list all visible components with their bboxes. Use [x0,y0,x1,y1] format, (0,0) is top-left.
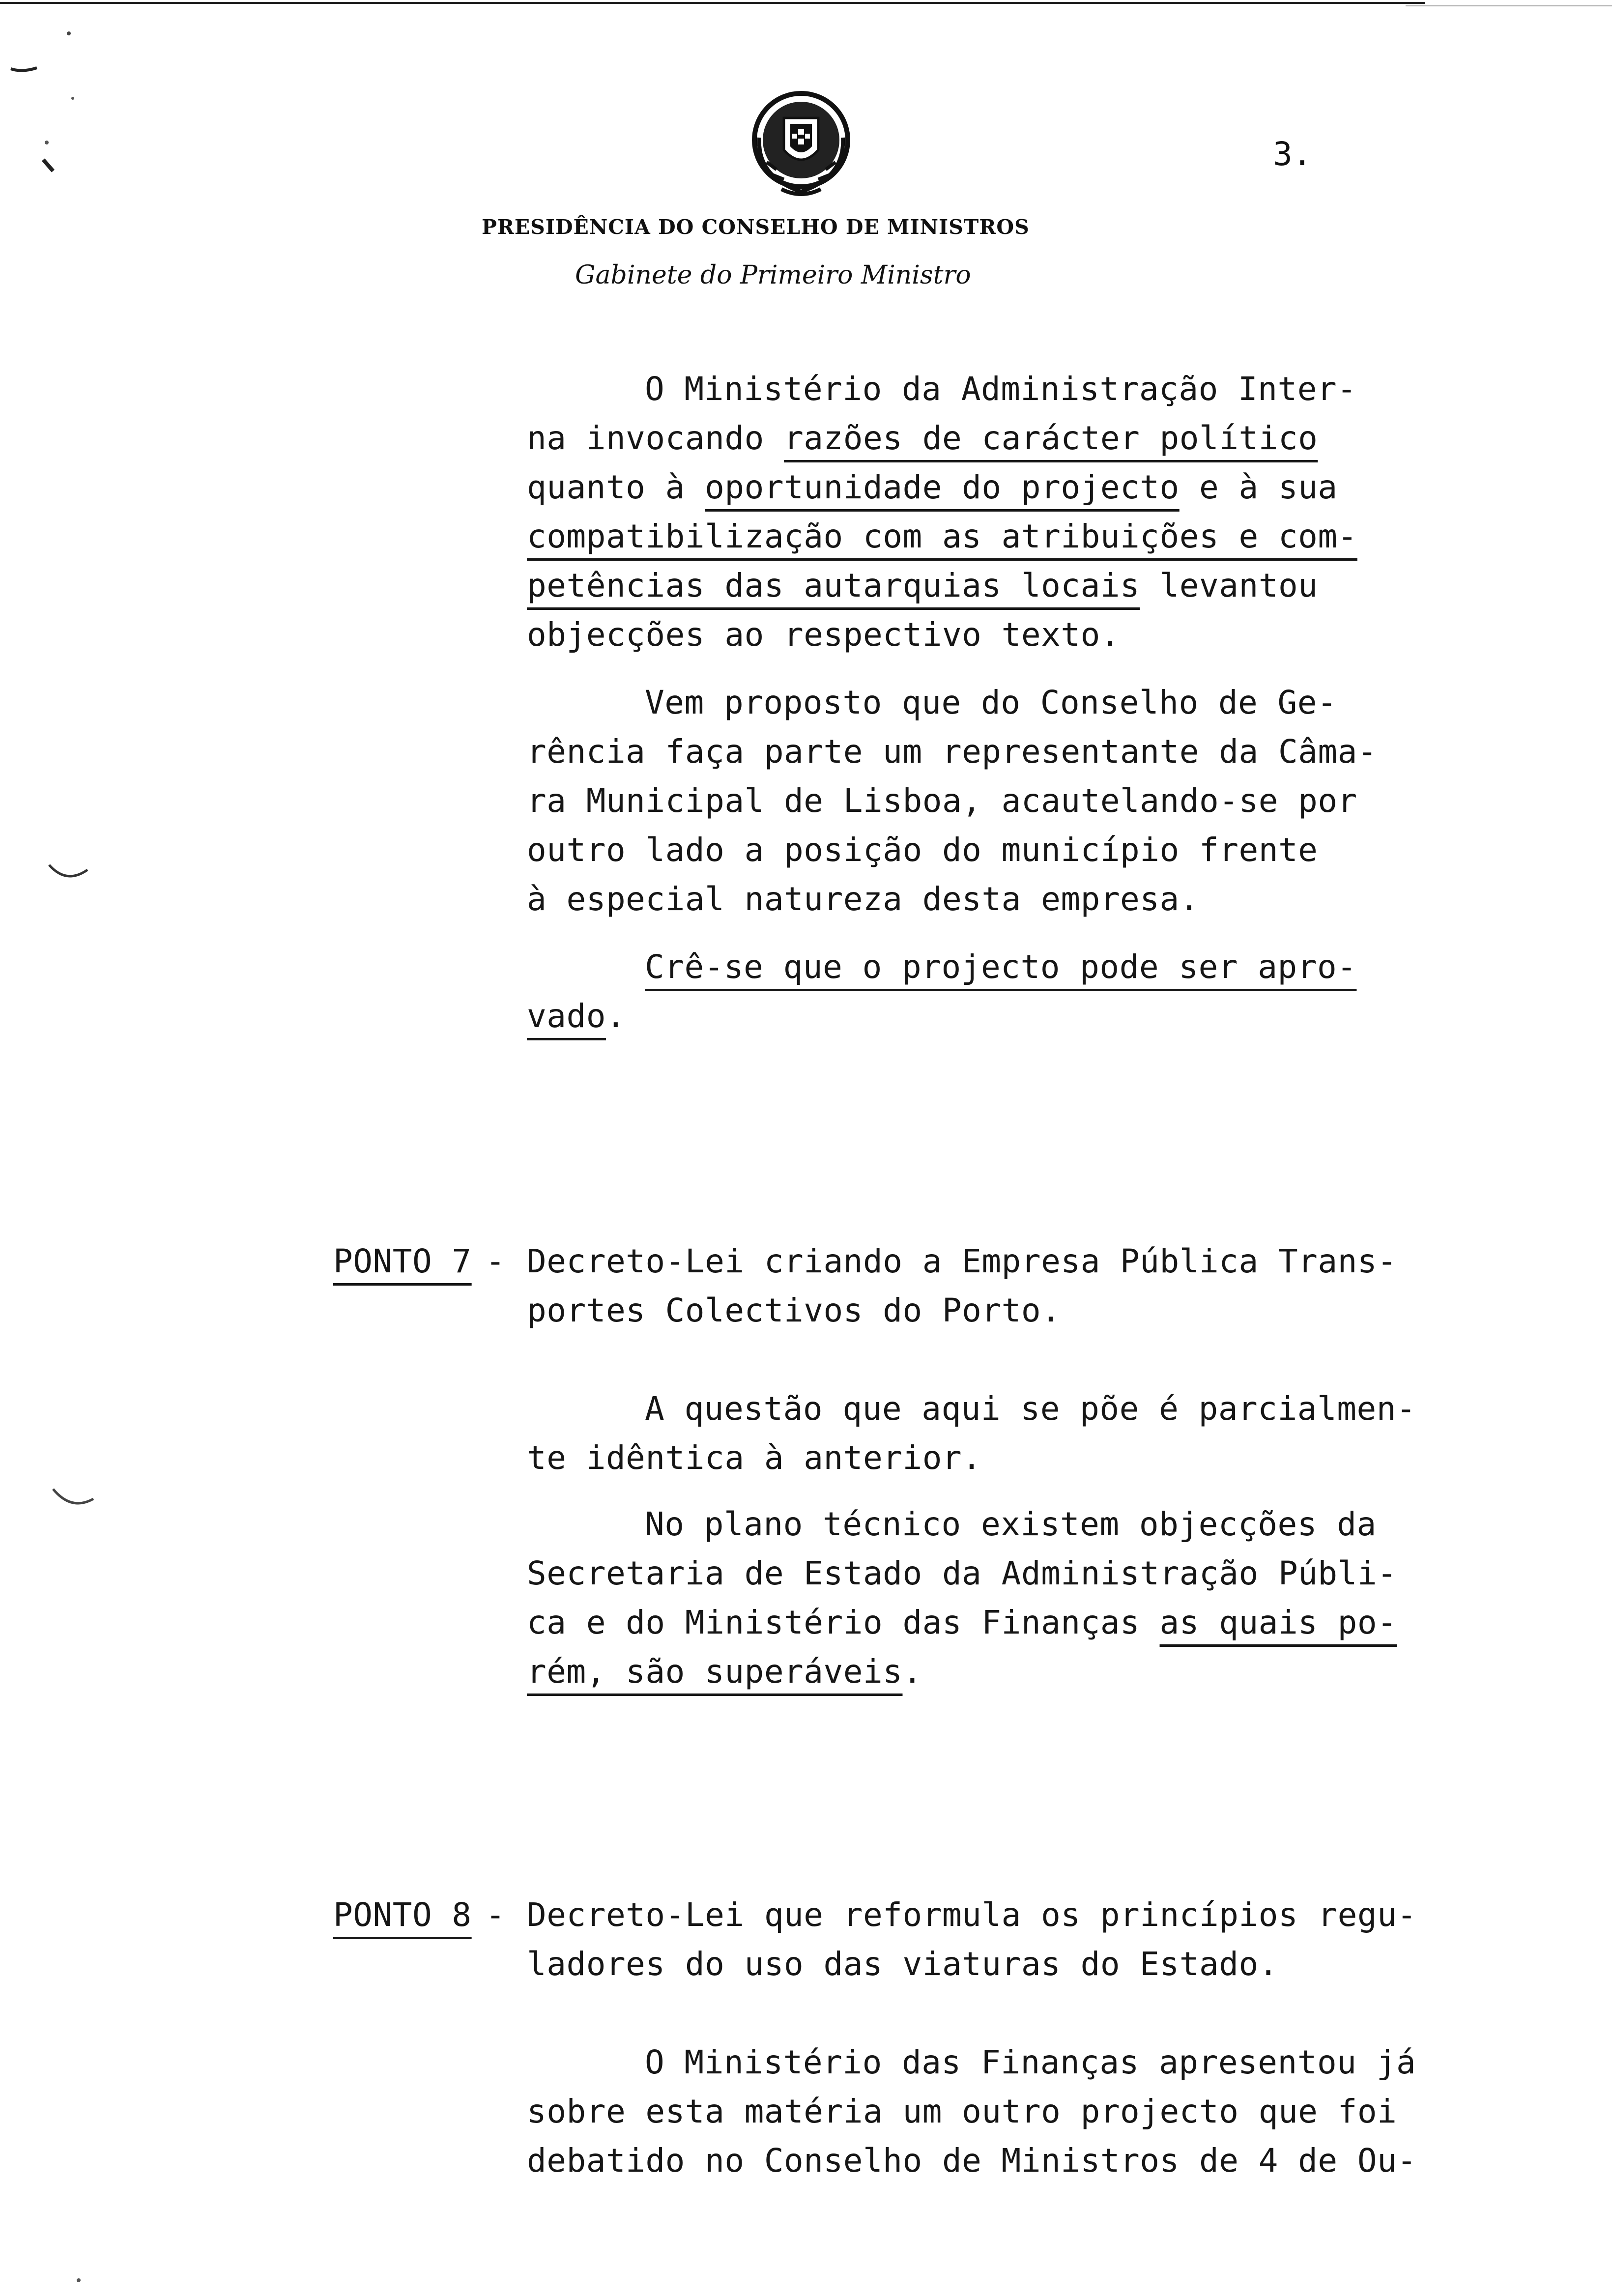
intro-p1-line-4 [527,512,1357,561]
underlined-run: petências das autarquias locais [527,567,1140,604]
ponto-8-title-line-2: ladores do uso das viaturas do Estado. [527,1945,1278,1983]
ponto-7-p1-line-1: A questão que aqui se põe é parcialmen- [645,1390,1416,1428]
ponto-7-p2-line-2: Secretaria de Estado da Administração Públi- [527,1554,1397,1592]
margin-tick-top [11,31,74,171]
ponto-8-p1-line-1: O Ministério das Finanças apresentou já [645,2043,1416,2081]
intro-p1-line-3 [527,463,1338,512]
ponto-7-title-line-1: Decreto-Lei criando a Empresa Pública Trans- [527,1242,1397,1280]
underlined-run: vado [527,997,606,1035]
ponto-8-label [333,1891,472,1940]
margin-check-2 [53,1489,93,1503]
intro-p1-line-6: objecções ao respectivo texto. [527,616,1121,654]
header-office-handwritten: Gabinete do Primeiro Ministro [575,260,971,290]
underlined-run: compatibilização com as atribuições e com- [527,517,1357,555]
underlined-run: PONTO 8 [333,1896,472,1934]
header-organization: PRESIDÊNCIA DO CONSELHO DE MINISTROS [482,215,1030,239]
ponto-7-p2-line-3 [527,1598,1397,1647]
margin-check-1 [49,865,87,876]
intro-p2-line-4: outro lado a posição do município frente [527,831,1318,869]
top-rule-right [1406,5,1612,6]
ponto-8-p1-line-2: sobre esta matéria um outro projecto que foi [527,2093,1397,2130]
intro-p2-line-5: à especial natureza desta empresa. [527,880,1200,918]
ponto-7-dash: - [486,1242,506,1280]
intro-p2-line-2: rência faça parte um representante da Câma- [527,733,1378,771]
margin-dot-bottom [77,2278,81,2282]
intro-p2-line-1: Vem proposto que do Conselho de Ge- [645,684,1337,721]
text-run: . [605,997,626,1035]
top-rule [0,2,1425,4]
text-run: quanto à [527,468,705,506]
text-run: levantou [1140,567,1318,604]
underlined-run: PONTO 7 [333,1242,472,1280]
margin-marks [0,0,128,2296]
intro-p1-line-1: O Ministério da Administração Inter- [645,370,1357,408]
intro-p3-line-1 [645,943,1356,992]
underlined-run: oportunidade do projecto [705,468,1180,506]
ponto-7-p2-line-4 [527,1647,922,1696]
text-run: e à sua [1179,468,1338,506]
intro-p2-line-3: ra Municipal de Lisboa, acautelando-se por [527,782,1357,820]
underlined-run: as quais po- [1159,1604,1397,1641]
ponto-7-p2-line-1: No plano técnico existem objecções da [645,1505,1377,1543]
intro-p1-line-5 [527,561,1318,610]
ponto-8-dash: - [486,1896,506,1934]
underlined-run: Crê-se que o projecto pode ser apro- [645,948,1357,986]
ponto-8-title-line-1: Decreto-Lei que reformula os princípios regu- [527,1896,1417,1934]
underlined-run: rém, são superáveis [527,1653,903,1691]
intro-p1-line-2 [527,414,1318,463]
text-run: ca e do Ministério das Finanças [527,1604,1160,1641]
page-number: 3. [1273,135,1312,173]
text-run: . [902,1653,922,1691]
coat-of-arms-emblem [737,84,865,201]
ponto-8-p1-line-3: debatido no Conselho de Ministros de 4 de Ou- [527,2142,1417,2180]
intro-p3-line-2 [527,992,626,1041]
ponto-7-title-line-2: portes Colectivos do Porto. [527,1292,1061,1329]
ponto-7-p1-line-2: te idêntica à anterior. [527,1439,982,1477]
ponto-7-label [333,1237,472,1286]
text-run: na invocando [527,419,784,457]
underlined-run: razões de carácter político [784,419,1318,457]
